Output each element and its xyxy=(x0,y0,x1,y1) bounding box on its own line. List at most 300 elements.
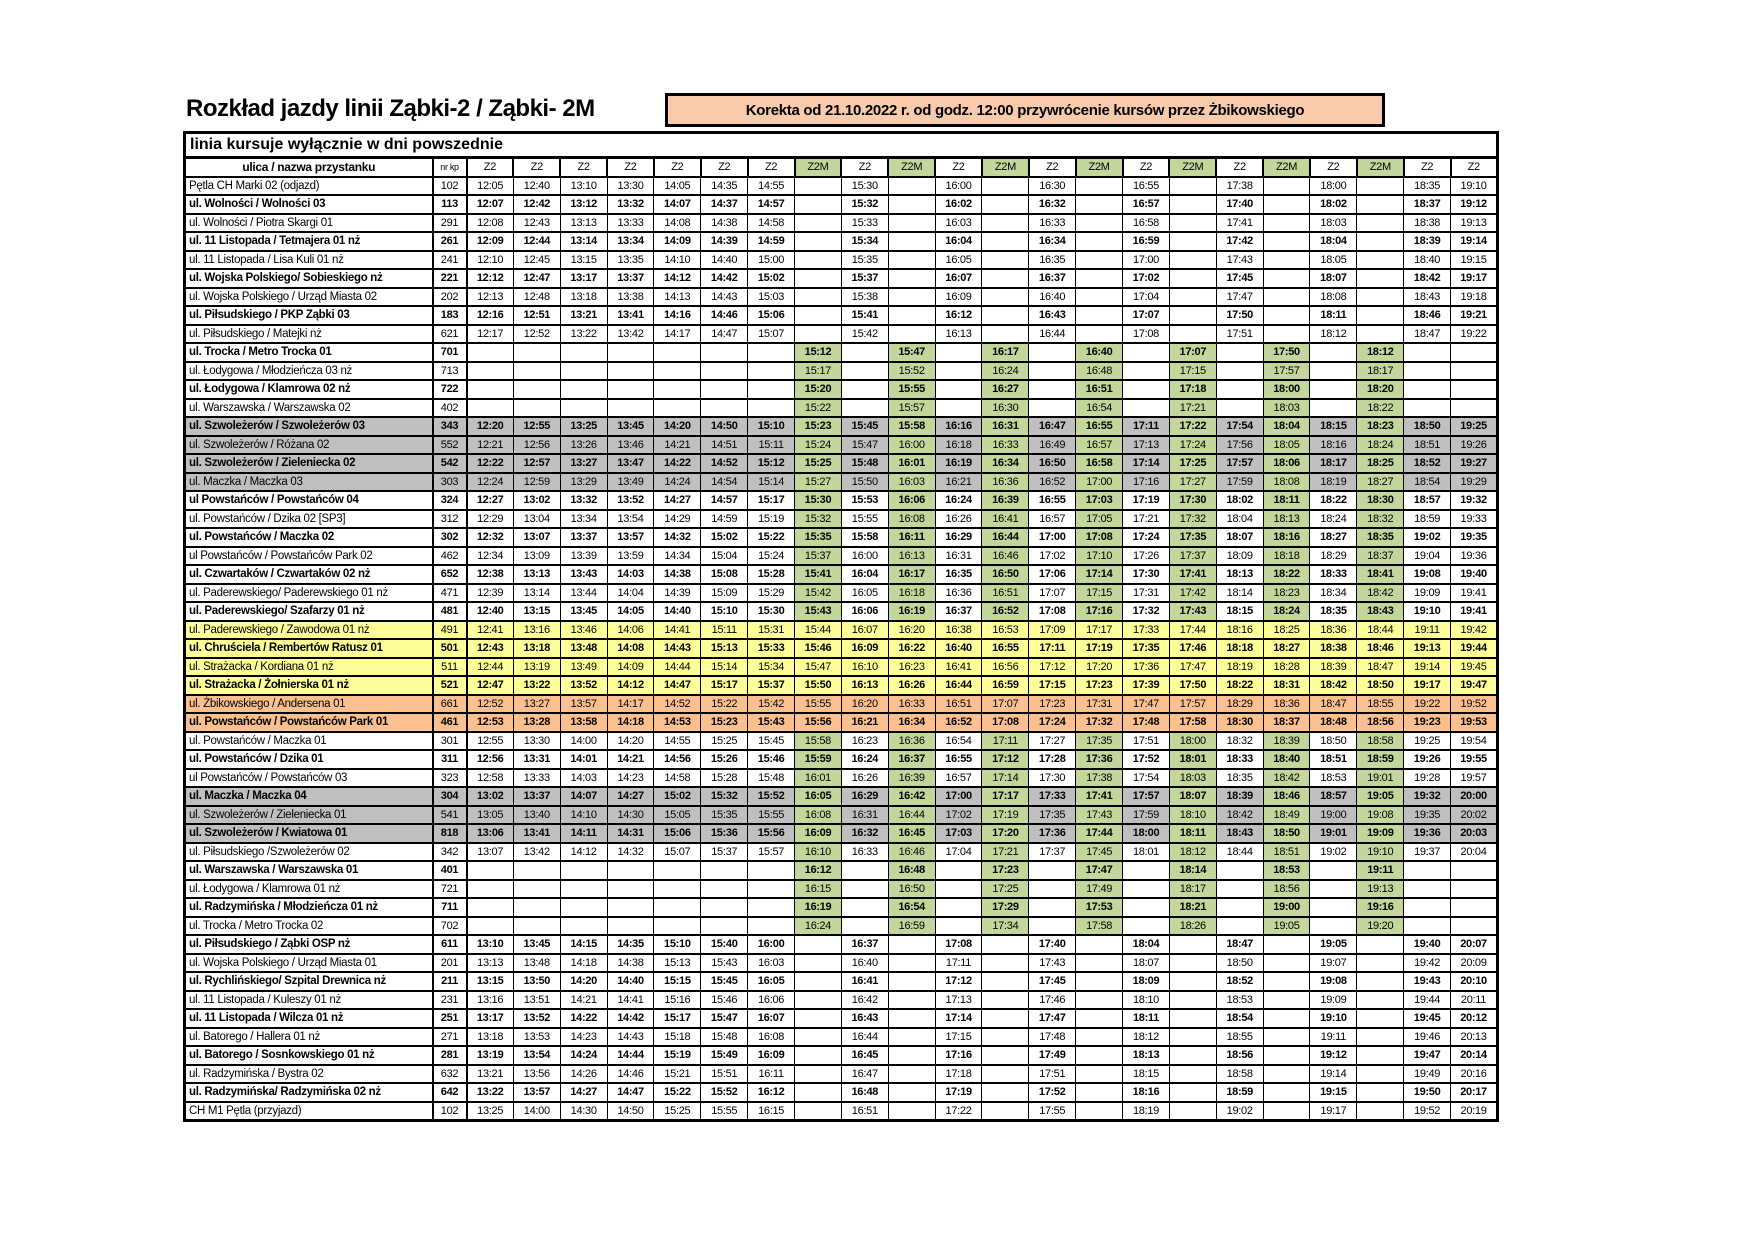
time-cell xyxy=(795,972,842,991)
stop-number: 642 xyxy=(433,1083,467,1102)
time-cell: 13:02 xyxy=(467,787,514,806)
time-cell: 12:34 xyxy=(467,547,514,566)
time-cell: 18:55 xyxy=(1357,695,1404,714)
time-cell: 13:26 xyxy=(560,436,607,455)
time-cell: 13:27 xyxy=(513,695,560,714)
time-cell xyxy=(1123,362,1170,381)
time-cell xyxy=(1451,343,1498,362)
time-cell: 17:46 xyxy=(1029,991,1076,1010)
time-cell: 18:44 xyxy=(1216,843,1263,862)
time-cell: 15:45 xyxy=(701,972,748,991)
time-cell: 17:23 xyxy=(1029,695,1076,714)
time-cell xyxy=(1076,991,1123,1010)
time-cell: 13:45 xyxy=(607,417,654,436)
time-cell xyxy=(1357,232,1404,251)
time-cell xyxy=(1404,861,1451,880)
time-cell: 14:44 xyxy=(654,658,701,677)
time-cell xyxy=(1451,898,1498,917)
time-cell: 17:37 xyxy=(1029,843,1076,862)
time-cell: 18:08 xyxy=(1310,288,1357,307)
time-cell: 13:17 xyxy=(467,1009,514,1028)
line-column-header: Z2M xyxy=(1169,158,1216,177)
time-cell: 18:18 xyxy=(1263,547,1310,566)
time-cell xyxy=(467,380,514,399)
time-cell: 16:11 xyxy=(748,1065,795,1084)
time-cell: 18:14 xyxy=(1216,584,1263,603)
time-cell: 14:38 xyxy=(654,565,701,584)
time-cell: 17:54 xyxy=(1216,417,1263,436)
time-cell: 18:16 xyxy=(1123,1083,1170,1102)
time-cell: 18:25 xyxy=(1357,454,1404,473)
time-cell: 18:03 xyxy=(1169,769,1216,788)
stop-number: 241 xyxy=(433,251,467,270)
time-cell: 18:09 xyxy=(1123,972,1170,991)
line-column-header: Z2 xyxy=(467,158,514,177)
time-cell: 17:06 xyxy=(1029,565,1076,584)
time-cell: 17:45 xyxy=(1029,972,1076,991)
time-cell xyxy=(935,898,982,917)
time-cell: 17:47 xyxy=(1216,288,1263,307)
time-cell: 16:37 xyxy=(888,750,935,769)
time-cell: 16:16 xyxy=(935,417,982,436)
time-cell: 16:19 xyxy=(935,454,982,473)
time-cell: 18:04 xyxy=(1123,935,1170,954)
time-cell: 18:41 xyxy=(1357,565,1404,584)
time-cell: 18:44 xyxy=(1357,621,1404,640)
time-cell: 15:05 xyxy=(654,806,701,825)
time-cell: 14:35 xyxy=(701,177,748,196)
time-cell: 17:47 xyxy=(1029,1009,1076,1028)
time-cell xyxy=(1357,214,1404,233)
time-cell: 18:10 xyxy=(1123,991,1170,1010)
time-cell: 14:20 xyxy=(607,732,654,751)
time-cell: 16:45 xyxy=(841,1046,888,1065)
stop-number: 521 xyxy=(433,676,467,695)
line-column-header: Z2 xyxy=(1451,158,1498,177)
time-cell: 18:46 xyxy=(1357,639,1404,658)
time-cell xyxy=(935,399,982,418)
stop-name: ul. 11 Listopada / Tetmajera 01 nż xyxy=(185,232,433,251)
time-cell: 15:08 xyxy=(701,565,748,584)
stop-row xyxy=(185,454,1498,473)
time-cell xyxy=(513,380,560,399)
time-cell xyxy=(1263,1028,1310,1047)
time-cell: 16:48 xyxy=(841,1083,888,1102)
time-cell: 12:47 xyxy=(467,676,514,695)
time-cell: 14:29 xyxy=(654,510,701,529)
time-cell xyxy=(467,399,514,418)
stop-row xyxy=(185,787,1498,806)
time-cell: 17:02 xyxy=(935,806,982,825)
time-cell xyxy=(1216,380,1263,399)
time-cell: 16:27 xyxy=(982,380,1029,399)
time-cell: 18:48 xyxy=(1310,713,1357,732)
time-cell: 17:35 xyxy=(1169,528,1216,547)
time-cell: 15:22 xyxy=(795,399,842,418)
time-cell: 19:42 xyxy=(1404,954,1451,973)
time-cell: 18:36 xyxy=(1263,695,1310,714)
time-cell xyxy=(795,177,842,196)
stop-name: ul Powstańców / Powstańców Park 02 xyxy=(185,547,433,566)
time-cell: 18:57 xyxy=(1404,491,1451,510)
time-cell: 19:49 xyxy=(1404,1065,1451,1084)
time-cell: 19:00 xyxy=(1263,898,1310,917)
time-cell: 16:06 xyxy=(888,491,935,510)
time-cell: 14:18 xyxy=(560,954,607,973)
time-cell: 17:12 xyxy=(1029,658,1076,677)
time-cell: 18:03 xyxy=(1310,214,1357,233)
time-cell: 17:43 xyxy=(1216,251,1263,270)
time-cell: 19:10 xyxy=(1404,602,1451,621)
time-cell: 15:21 xyxy=(654,1065,701,1084)
time-cell: 15:57 xyxy=(888,399,935,418)
time-cell: 19:16 xyxy=(1357,898,1404,917)
time-cell xyxy=(982,1028,1029,1047)
time-cell: 13:07 xyxy=(467,843,514,862)
time-cell: 13:18 xyxy=(467,1028,514,1047)
time-cell: 19:01 xyxy=(1357,769,1404,788)
time-cell xyxy=(795,991,842,1010)
stop-row xyxy=(185,362,1498,381)
time-cell: 17:13 xyxy=(935,991,982,1010)
stop-row xyxy=(185,713,1498,732)
time-cell: 16:57 xyxy=(1029,510,1076,529)
time-cell: 19:42 xyxy=(1451,621,1498,640)
stop-row xyxy=(185,917,1498,936)
time-cell xyxy=(1029,343,1076,362)
stop-number: 713 xyxy=(433,362,467,381)
time-cell: 19:11 xyxy=(1404,621,1451,640)
time-cell xyxy=(795,1083,842,1102)
time-cell: 17:00 xyxy=(1123,251,1170,270)
time-cell: 14:26 xyxy=(560,1065,607,1084)
time-cell: 13:57 xyxy=(560,695,607,714)
stop-name: ul. Paderewskiego/ Szafarzy 01 nż xyxy=(185,602,433,621)
time-cell: 15:35 xyxy=(701,806,748,825)
time-cell: 15:50 xyxy=(795,676,842,695)
time-cell: 18:35 xyxy=(1404,177,1451,196)
time-cell xyxy=(1169,954,1216,973)
time-cell: 17:07 xyxy=(982,695,1029,714)
time-cell xyxy=(701,898,748,917)
time-cell xyxy=(607,399,654,418)
time-cell: 15:14 xyxy=(748,473,795,492)
time-cell: 17:14 xyxy=(935,1009,982,1028)
time-cell: 17:14 xyxy=(982,769,1029,788)
time-cell: 16:43 xyxy=(1029,306,1076,325)
time-cell xyxy=(1076,1028,1123,1047)
time-cell xyxy=(888,1065,935,1084)
time-cell: 17:43 xyxy=(1029,954,1076,973)
time-cell: 15:18 xyxy=(654,1028,701,1047)
time-cell: 15:14 xyxy=(701,658,748,677)
line-column-header: Z2 xyxy=(935,158,982,177)
time-cell: 13:50 xyxy=(513,972,560,991)
time-cell: 17:21 xyxy=(1123,510,1170,529)
time-cell xyxy=(748,880,795,899)
time-cell: 17:12 xyxy=(935,972,982,991)
time-cell: 18:42 xyxy=(1263,769,1310,788)
time-cell: 18:59 xyxy=(1216,1083,1263,1102)
time-cell: 19:08 xyxy=(1310,972,1357,991)
stop-number: 201 xyxy=(433,954,467,973)
time-cell: 13:09 xyxy=(513,547,560,566)
time-cell: 17:35 xyxy=(1123,639,1170,658)
stop-number: 632 xyxy=(433,1065,467,1084)
time-cell xyxy=(1404,343,1451,362)
time-cell xyxy=(935,343,982,362)
time-cell xyxy=(1076,972,1123,991)
time-cell xyxy=(1169,195,1216,214)
time-cell: 12:38 xyxy=(467,565,514,584)
time-cell: 19:09 xyxy=(1310,991,1357,1010)
time-cell: 12:41 xyxy=(467,621,514,640)
time-cell xyxy=(841,880,888,899)
time-cell xyxy=(748,917,795,936)
time-cell: 16:41 xyxy=(982,510,1029,529)
line-column-header: Z2 xyxy=(1310,158,1357,177)
time-cell: 17:24 xyxy=(1029,713,1076,732)
time-cell: 15:12 xyxy=(748,454,795,473)
time-cell: 19:37 xyxy=(1404,843,1451,862)
time-cell: 14:03 xyxy=(607,565,654,584)
time-cell: 16:44 xyxy=(982,528,1029,547)
time-cell xyxy=(1123,898,1170,917)
time-cell xyxy=(701,343,748,362)
time-cell: 14:03 xyxy=(560,769,607,788)
time-cell: 18:11 xyxy=(1169,824,1216,843)
time-cell: 15:25 xyxy=(654,1102,701,1121)
time-cell: 16:26 xyxy=(841,769,888,788)
time-cell: 18:16 xyxy=(1216,621,1263,640)
time-cell: 17:34 xyxy=(982,917,1029,936)
time-cell: 17:30 xyxy=(1169,491,1216,510)
time-cell: 20:09 xyxy=(1451,954,1498,973)
time-cell: 16:47 xyxy=(841,1065,888,1084)
stop-number: 701 xyxy=(433,343,467,362)
time-cell xyxy=(1169,306,1216,325)
time-cell: 13:22 xyxy=(513,676,560,695)
time-cell xyxy=(795,1009,842,1028)
time-cell: 13:19 xyxy=(513,658,560,677)
time-cell: 14:51 xyxy=(701,436,748,455)
stop-row xyxy=(185,769,1498,788)
time-cell xyxy=(888,1028,935,1047)
time-cell: 19:57 xyxy=(1451,769,1498,788)
time-cell: 19:50 xyxy=(1404,1083,1451,1102)
stop-row xyxy=(185,269,1498,288)
time-cell: 13:25 xyxy=(560,417,607,436)
time-cell xyxy=(795,954,842,973)
time-cell xyxy=(1263,325,1310,344)
time-cell: 16:58 xyxy=(1123,214,1170,233)
time-cell xyxy=(654,380,701,399)
time-cell: 13:32 xyxy=(607,195,654,214)
stop-number: 291 xyxy=(433,214,467,233)
stop-row xyxy=(185,1065,1498,1084)
stop-number: 102 xyxy=(433,177,467,196)
time-cell: 18:07 xyxy=(1123,954,1170,973)
time-cell: 13:04 xyxy=(513,510,560,529)
time-cell: 18:57 xyxy=(1310,787,1357,806)
stop-row xyxy=(185,1009,1498,1028)
time-cell xyxy=(935,917,982,936)
time-cell xyxy=(560,880,607,899)
time-cell: 15:30 xyxy=(748,602,795,621)
time-cell: 14:52 xyxy=(654,695,701,714)
time-cell xyxy=(1451,861,1498,880)
time-cell: 16:46 xyxy=(888,843,935,862)
stop-number: 324 xyxy=(433,491,467,510)
time-cell: 20:00 xyxy=(1451,787,1498,806)
time-cell xyxy=(841,380,888,399)
time-cell: 18:09 xyxy=(1216,547,1263,566)
time-cell: 18:04 xyxy=(1263,417,1310,436)
time-cell: 16:30 xyxy=(982,399,1029,418)
time-cell: 18:29 xyxy=(1216,695,1263,714)
time-cell: 16:15 xyxy=(795,880,842,899)
time-cell: 13:18 xyxy=(513,639,560,658)
time-cell: 16:03 xyxy=(888,473,935,492)
time-cell: 16:35 xyxy=(1029,251,1076,270)
time-cell xyxy=(560,917,607,936)
stop-number: 552 xyxy=(433,436,467,455)
time-cell: 16:24 xyxy=(982,362,1029,381)
time-cell: 19:29 xyxy=(1451,473,1498,492)
time-cell: 17:40 xyxy=(1029,935,1076,954)
time-cell: 18:58 xyxy=(1357,732,1404,751)
time-cell: 17:15 xyxy=(935,1028,982,1047)
time-cell: 13:51 xyxy=(513,991,560,1010)
stop-name: ul. Powstańców / Powstańców Park 01 xyxy=(185,713,433,732)
time-cell: 15:02 xyxy=(654,787,701,806)
stop-name: ul. Żbikowskiego / Andersena 01 xyxy=(185,695,433,714)
time-cell: 16:41 xyxy=(841,972,888,991)
time-cell: 15:55 xyxy=(748,806,795,825)
time-cell: 18:11 xyxy=(1263,491,1310,510)
time-cell: 17:00 xyxy=(1076,473,1123,492)
time-cell xyxy=(701,399,748,418)
time-cell xyxy=(654,880,701,899)
time-cell xyxy=(1357,972,1404,991)
time-cell: 16:09 xyxy=(795,824,842,843)
time-cell: 14:32 xyxy=(607,843,654,862)
time-cell: 17:44 xyxy=(1076,824,1123,843)
stop-number: 301 xyxy=(433,732,467,751)
time-cell: 16:57 xyxy=(1076,436,1123,455)
stop-name: ul. Łodygowa / Klamrowa 02 nż xyxy=(185,380,433,399)
time-cell: 16:12 xyxy=(935,306,982,325)
time-cell: 15:48 xyxy=(701,1028,748,1047)
time-cell: 17:11 xyxy=(1123,417,1170,436)
time-cell: 13:27 xyxy=(560,454,607,473)
time-cell: 14:24 xyxy=(560,1046,607,1065)
time-cell: 18:31 xyxy=(1263,676,1310,695)
time-cell xyxy=(841,898,888,917)
time-cell: 18:43 xyxy=(1404,288,1451,307)
stop-name: ul. Warszawska / Warszawska 02 xyxy=(185,399,433,418)
time-cell: 19:05 xyxy=(1357,787,1404,806)
time-cell: 18:07 xyxy=(1169,787,1216,806)
stop-column-header: ulica / nazwa przystanku xyxy=(185,158,433,177)
time-cell xyxy=(1216,399,1263,418)
time-cell: 14:05 xyxy=(607,602,654,621)
time-cell: 18:26 xyxy=(1169,917,1216,936)
time-cell: 14:40 xyxy=(654,602,701,621)
time-cell: 18:16 xyxy=(1310,436,1357,455)
time-cell: 18:00 xyxy=(1169,732,1216,751)
time-cell: 16:13 xyxy=(935,325,982,344)
time-cell: 19:47 xyxy=(1404,1046,1451,1065)
time-cell: 17:46 xyxy=(1169,639,1216,658)
stop-row xyxy=(185,658,1498,677)
time-cell: 16:02 xyxy=(935,195,982,214)
time-cell: 14:34 xyxy=(654,547,701,566)
stop-name: ul. Szwoleżerów / Zieleniecka 01 xyxy=(185,806,433,825)
time-cell: 15:51 xyxy=(701,1065,748,1084)
time-cell: 18:42 xyxy=(1216,806,1263,825)
time-cell: 16:49 xyxy=(1029,436,1076,455)
time-cell: 15:46 xyxy=(701,991,748,1010)
time-cell: 14:06 xyxy=(607,621,654,640)
time-cell: 15:17 xyxy=(701,676,748,695)
time-cell: 15:43 xyxy=(701,954,748,973)
stop-number: 542 xyxy=(433,454,467,473)
time-cell: 19:25 xyxy=(1451,417,1498,436)
time-cell: 14:38 xyxy=(607,954,654,973)
time-cell: 19:46 xyxy=(1404,1028,1451,1047)
time-cell: 16:54 xyxy=(935,732,982,751)
time-cell: 18:38 xyxy=(1404,214,1451,233)
time-cell xyxy=(701,917,748,936)
time-cell xyxy=(560,898,607,917)
time-cell: 13:59 xyxy=(607,547,654,566)
time-cell: 12:16 xyxy=(467,306,514,325)
stop-row xyxy=(185,510,1498,529)
time-cell: 16:41 xyxy=(935,658,982,677)
time-cell: 17:00 xyxy=(935,787,982,806)
stop-row xyxy=(185,417,1498,436)
time-cell: 13:45 xyxy=(513,935,560,954)
time-cell xyxy=(1451,917,1498,936)
stop-row xyxy=(185,232,1498,251)
time-cell: 13:54 xyxy=(607,510,654,529)
time-cell: 17:08 xyxy=(1029,602,1076,621)
time-cell: 18:51 xyxy=(1263,843,1310,862)
stop-row xyxy=(185,214,1498,233)
time-cell: 15:44 xyxy=(795,621,842,640)
time-cell xyxy=(888,972,935,991)
time-cell: 16:24 xyxy=(935,491,982,510)
line-column-header: Z2 xyxy=(1216,158,1263,177)
stop-row xyxy=(185,898,1498,917)
time-cell: 16:21 xyxy=(935,473,982,492)
time-cell: 16:45 xyxy=(888,824,935,843)
time-cell: 18:32 xyxy=(1357,510,1404,529)
time-cell xyxy=(1076,1009,1123,1028)
time-cell xyxy=(1357,1065,1404,1084)
time-cell: 19:02 xyxy=(1404,528,1451,547)
time-cell: 15:48 xyxy=(748,769,795,788)
time-cell: 19:22 xyxy=(1451,325,1498,344)
stop-number: 323 xyxy=(433,769,467,788)
time-cell: 18:38 xyxy=(1310,639,1357,658)
time-cell xyxy=(982,1083,1029,1102)
time-cell: 18:40 xyxy=(1263,750,1310,769)
time-cell: 16:43 xyxy=(841,1009,888,1028)
time-cell: 17:50 xyxy=(1216,306,1263,325)
time-cell: 18:39 xyxy=(1216,787,1263,806)
